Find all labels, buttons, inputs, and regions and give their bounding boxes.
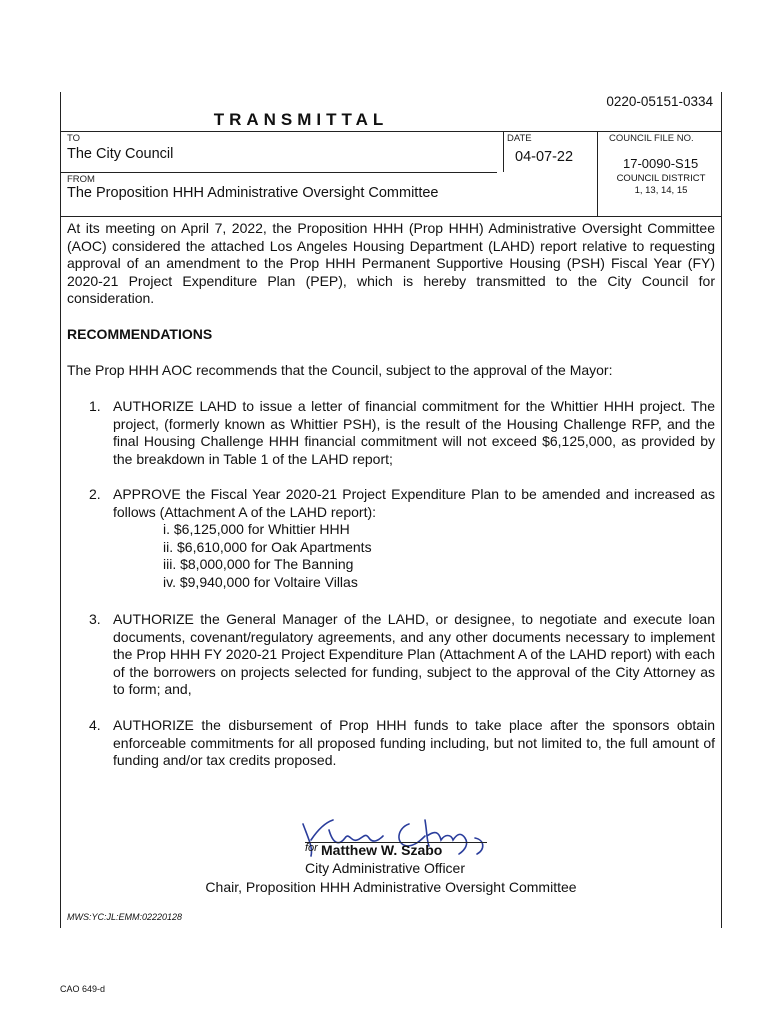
- council-divider: [597, 131, 598, 216]
- for-prefix: for: [305, 842, 318, 854]
- header-top-line: [61, 131, 721, 132]
- header-bottom-line: [61, 216, 721, 217]
- date-divider: [503, 131, 504, 172]
- council-file-label: COUNCIL FILE NO.: [609, 133, 694, 144]
- to-label: TO: [67, 133, 81, 144]
- sub-item: iv. $9,940,000 for Voltaire Villas: [163, 573, 358, 590]
- intro-paragraph: At its meeting on April 7, 2022, the Proposition HHH (Prop HHH) Administrative Oversight Committee (AOC) considered the attached Los Angeles Housing Department (LAHD) report relative to requesting approval of an amendment to the Prop HHH Permanent Supportive Housing (PSH) Fiscal Year (FY) 2020-21 Project Expenditure Plan (PEP), which is hereby transmitted to the City Council for consideration.: [67, 220, 715, 306]
- item-text: AUTHORIZE LAHD to issue a letter of financial commitment for the Whittier HHH project. The project, (formerly known as Whittier PSH), is the result of the Housing Challenge RFP, and the final Housing Challenge HHH financial commitment will not exceed $6,125,000, as provided by the breakdown in Table 1 of the LAHD report;: [113, 398, 715, 467]
- header-mid-line: [61, 172, 497, 173]
- signer-role: Chair, Proposition HHH Administrative Oversight Committee: [205, 879, 577, 895]
- item-text: AUTHORIZE the General Manager of the LAHD, or designee, to negotiate and execute loan documents, covenant/regulatory agreements, and any other documents necessary to implement the Prop HHH FY 2020-21 Project Expenditure Plan (Attachment A of the LAHD report) with each of the borrowers on projects selected for funding, subject to the approval of the City Attorney as to form; and,: [113, 611, 715, 697]
- item-number: 2.: [89, 486, 101, 502]
- recommendations-heading: RECOMMENDATIONS: [67, 326, 213, 342]
- date-label: DATE: [507, 133, 532, 144]
- council-district-label: COUNCIL DISTRICT: [616, 173, 706, 184]
- item-text: AUTHORIZE the disbursement of Prop HHH funds to take place after the sponsors obtain enforceable commitments for all proposed funding including, but not limited to, the full amount of funding and/or tax credits proposed.: [113, 717, 715, 768]
- item-number: 1.: [89, 398, 101, 414]
- sub-item: ii. $6,610,000 for Oak Apartments: [163, 538, 372, 555]
- item-text: APPROVE the Fiscal Year 2020-21 Project Expenditure Plan to be amended and increased as follows (Attachment A of the LAHD report):: [113, 486, 715, 520]
- council-file-value: 17-0090-S15: [623, 156, 699, 171]
- transmittal-frame: [60, 92, 722, 928]
- sub-item: i. $6,125,000 for Whittier HHH: [163, 521, 350, 537]
- recommendation-item: [89, 717, 715, 770]
- item-number: 4.: [89, 717, 101, 733]
- from-value: The Proposition HHH Administrative Oversight Committee: [67, 185, 439, 201]
- signer-title: City Administrative Officer: [305, 860, 466, 876]
- reference-initials: MWS:YC:JL:EMM:02220128: [67, 912, 183, 922]
- recommendation-item: [89, 398, 715, 468]
- file-number: 0220-05151-0334: [606, 94, 713, 109]
- item-number: 3.: [89, 611, 101, 627]
- recommendations-intro: The Prop HHH AOC recommends that the Council, subject to the approval of the Mayor:: [67, 362, 613, 378]
- document-title: TRANSMITTAL: [213, 110, 389, 129]
- recommendation-item: [89, 486, 715, 591]
- council-district-value: 1, 13, 14, 15: [634, 185, 688, 196]
- sub-item: iii. $8,000,000 for The Banning: [163, 556, 354, 572]
- sub-item-list: [163, 521, 715, 591]
- from-label: FROM: [67, 174, 95, 185]
- recommendation-item: [89, 611, 715, 699]
- date-value: 04-07-22: [515, 149, 574, 165]
- signer-name: Matthew W. Szabo: [321, 842, 443, 858]
- form-code: CAO 649-d: [60, 984, 106, 994]
- to-value: The City Council: [67, 146, 174, 162]
